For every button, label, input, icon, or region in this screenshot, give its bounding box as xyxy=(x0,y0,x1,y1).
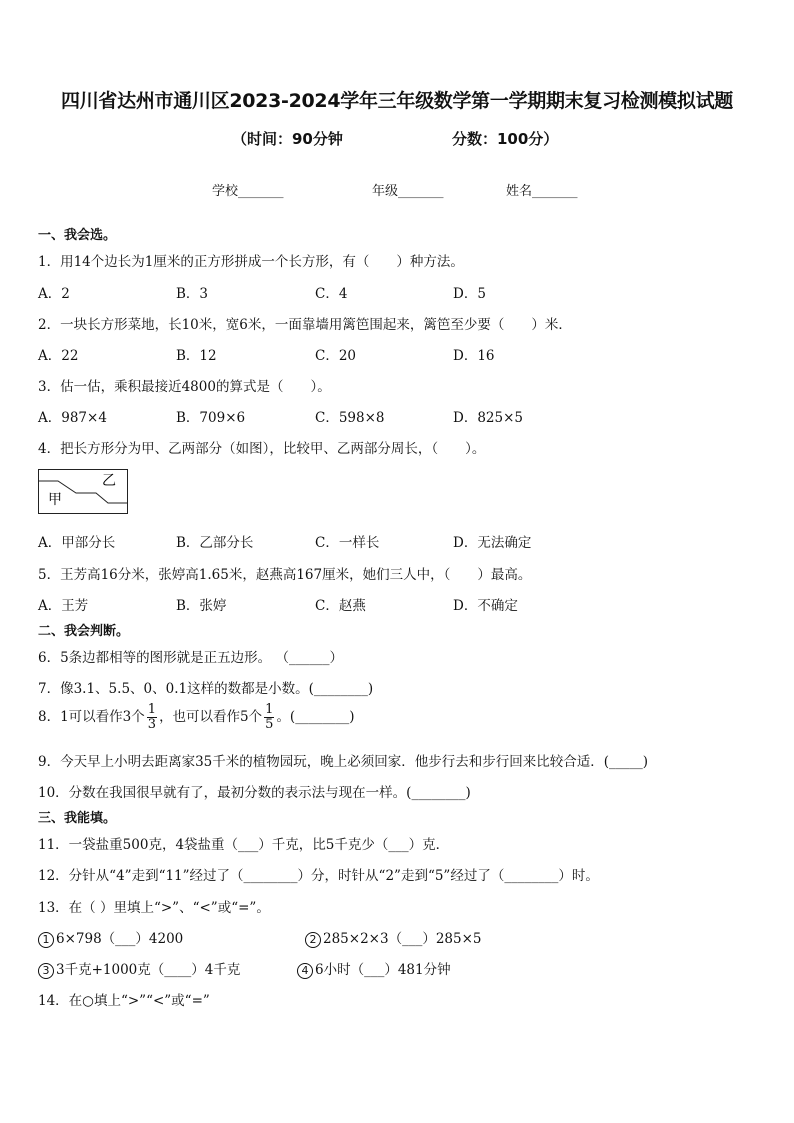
figure-label-jia: 甲 xyxy=(48,492,62,508)
q8-text-b: ，也可以看作5个 xyxy=(159,709,263,725)
question-8 xyxy=(38,703,354,732)
q1-option-b: B．3 xyxy=(176,286,209,302)
q4-option-c: C．一样长 xyxy=(315,535,380,551)
question-6: 6．5条边都相等的图形就是正五边形。 （______） xyxy=(38,650,343,666)
question-10: 10．分数在我国很早就有了，最初分数的表示法与现在一样。(________) xyxy=(38,785,471,801)
fraction-one-third: $\frac{1}{3}$ xyxy=(147,702,157,732)
rectangle-split-figure xyxy=(38,469,130,516)
q1-option-a: A．2 xyxy=(38,286,70,302)
q3-option-d: D．825×5 xyxy=(453,410,523,426)
school-field: 学校_______ xyxy=(212,184,284,199)
circled-number-1: 1 xyxy=(38,932,54,948)
q5-option-c: C．赵燕 xyxy=(315,598,366,614)
time-info: （时间：90分钟 xyxy=(232,130,343,148)
q1-option-c: C．4 xyxy=(315,286,348,302)
question-12: 12．分针从“4”走到“11”经过了（________）分，时针从“2”走到“5”经过了（________）时。 xyxy=(38,868,599,884)
q8-text-c: 。(________) xyxy=(276,709,355,725)
q5-option-d: D．不确定 xyxy=(453,598,518,614)
section-1-heading: 一、我会选。 xyxy=(38,228,117,243)
q13-item-3: 3 3千克+1000克（____）4千克 xyxy=(38,958,240,979)
q13-item-2: 2 285×2×3（___）285×5 xyxy=(305,927,482,948)
q2-option-c: C．20 xyxy=(315,348,357,364)
question-9: 9．今天早上小明去距离家35千米的植物园玩，晚上必须回家．他步行去和步行回来比较合适．(_____) xyxy=(38,754,649,770)
q13-item-1: 1 6×798（___）4200 xyxy=(38,927,183,948)
q3-option-a: A．987×4 xyxy=(38,410,107,426)
question-2: 2．一块长方形菜地，长10米，宽6米，一面靠墙用篱笆围起来，篱笆至少要（ ）米． xyxy=(38,317,572,333)
name-field: 姓名_______ xyxy=(506,184,578,199)
figure-label-yi: 乙 xyxy=(102,473,116,489)
q1-option-d: D．5 xyxy=(453,286,486,302)
q4-option-b: B．乙部分长 xyxy=(176,535,254,551)
circled-number-3: 3 xyxy=(38,963,54,979)
q13-item-4: 4 6小时（___）481分钟 xyxy=(297,958,451,979)
q2-option-a: A．22 xyxy=(38,348,79,364)
question-4: 4．把长方形分为甲、乙两部分（如图），比较甲、乙两部分周长，（ ）。 xyxy=(38,441,486,457)
circled-number-4: 4 xyxy=(297,963,313,979)
page-title: 四川省达州市通川区2023-2024学年三年级数学第一学期期末复习检测模拟试题 xyxy=(61,90,733,112)
q4-option-d: D．无法确定 xyxy=(453,535,532,551)
q4-option-a: A．甲部分长 xyxy=(38,535,116,551)
section-2-heading: 二、我会判断。 xyxy=(38,624,130,639)
q2-option-b: B．12 xyxy=(176,348,217,364)
q8-text-a: 8．1可以看作3个 xyxy=(38,709,145,725)
q5-option-b: B．张婷 xyxy=(176,598,227,614)
question-3: 3．估一估，乘积最接近4800的算式是（ ）。 xyxy=(38,379,331,395)
circled-number-2: 2 xyxy=(305,932,321,948)
fraction-one-fifth: $\frac{1}{5}$ xyxy=(265,702,274,732)
question-1: 1．用14个边长为1厘米的正方形拼成一个长方形，有（ ）种方法。 xyxy=(38,254,464,270)
score-info: 分数：100分） xyxy=(452,130,559,148)
q3-option-c: C．598×8 xyxy=(315,410,385,426)
grade-field: 年级_______ xyxy=(372,184,444,199)
question-13: 13．在（ ）里填上“>”、“<”或“=”。 xyxy=(38,900,270,916)
question-5: 5．王芳高16分米，张婷高1.65米，赵燕高167厘米，她们三人中，（ ）最高。 xyxy=(38,567,532,583)
section-3-heading: 三、我能填。 xyxy=(38,811,117,826)
question-11: 11．一袋盐重500克，4袋盐重（___）千克，比5千克少（___）克． xyxy=(38,837,450,853)
question-14: 14．在○填上“>”“<”或“=” xyxy=(38,993,210,1009)
q2-option-d: D．16 xyxy=(453,348,495,364)
q3-option-b: B．709×6 xyxy=(176,410,246,426)
question-7: 7．像3.1、5.5、0、0.1这样的数都是小数。(________) xyxy=(38,681,374,697)
q5-option-a: A．王芳 xyxy=(38,598,89,614)
